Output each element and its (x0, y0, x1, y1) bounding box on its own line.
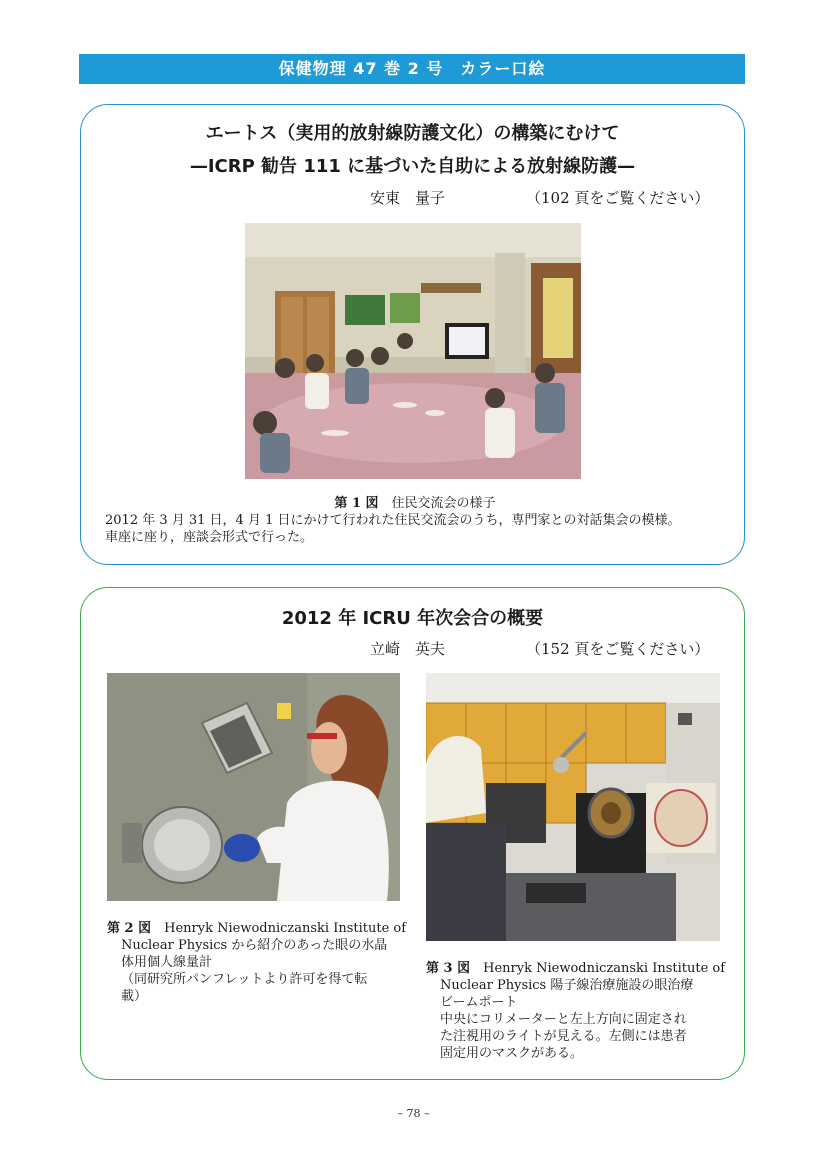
figure3-text-line6: 固定用のマスクがある。 (440, 1046, 584, 1061)
figure2-text-line1: Henryk Niewodniczanski Institute of (164, 921, 407, 936)
article2-box (80, 587, 745, 1080)
figure1-caption-heading (105, 495, 725, 512)
figure1-caption (105, 495, 725, 546)
lab-worker-photo (107, 673, 400, 901)
figure2-text-line2: Nuclear Physics から紹介のあった眼の水晶 (121, 938, 388, 953)
figure2-photo (107, 673, 400, 901)
meeting-room-photo (245, 223, 581, 479)
beam-port-photo (426, 673, 720, 941)
figure1-title: 住民交流会の様子 (391, 496, 496, 511)
article2-page-ref: （152 頁をご覧ください） (526, 640, 710, 658)
article2-author: 立崎 英夫 (370, 640, 446, 658)
figure3-label: 第 3 図 (426, 961, 471, 976)
figure3-text-line2: Nuclear Physics 陽子線治療施設の眼治療 (440, 978, 694, 993)
figure1-label: 第 1 図 (334, 496, 379, 511)
article1-title-line1: エートス（実用的放射線防護文化）の構築にむけて (205, 123, 620, 144)
article1-author: 安東 量子 (370, 189, 446, 207)
figure3-caption (426, 960, 726, 1062)
figure3-text-line3: ビームポート (440, 995, 518, 1010)
figure1-text-line2: 車座に座り，座談会形式で行った。 (105, 530, 314, 545)
journal-header: 保健物理 47 巻 2 号 カラー口絵 (79, 54, 745, 84)
figure3-caption-line1 (426, 960, 726, 977)
figure3-photo (426, 673, 720, 941)
page-number: – 78 – (397, 1107, 430, 1120)
article1-box (80, 104, 745, 565)
figure2-label: 第 2 図 (107, 921, 152, 936)
figure3-text-line1: Henryk Niewodniczanski Institute of (483, 961, 726, 976)
figure3-text-line5: た注視用のライトが見える。左側には患者 (440, 1029, 687, 1044)
figure2-text-line5: 載） (121, 989, 148, 1004)
article1-page-ref: （102 頁をご覧ください） (526, 189, 710, 207)
figure2-caption-line1 (107, 920, 407, 937)
figure2-text-line3: 体用個人線量計 (121, 955, 213, 970)
article1-title-line2: —ICRP 勧告 111 に基づいた自助による放射線防護— (189, 156, 636, 177)
figure2-caption (107, 920, 407, 1005)
article2-title: 2012 年 ICRU 年次会合の概要 (281, 608, 544, 629)
figure1-photo (245, 223, 581, 479)
figure3-text-line4: 中央にコリメーターと左上方向に固定され (440, 1012, 687, 1027)
figure1-text-line1: 2012 年 3 月 31 日，4 月 1 日にかけて行われた住民交流会のうち，専門家との対話集会の模様。 (105, 513, 681, 528)
figure2-text-line4: （同研究所パンフレットより許可を得て転 (121, 972, 368, 987)
